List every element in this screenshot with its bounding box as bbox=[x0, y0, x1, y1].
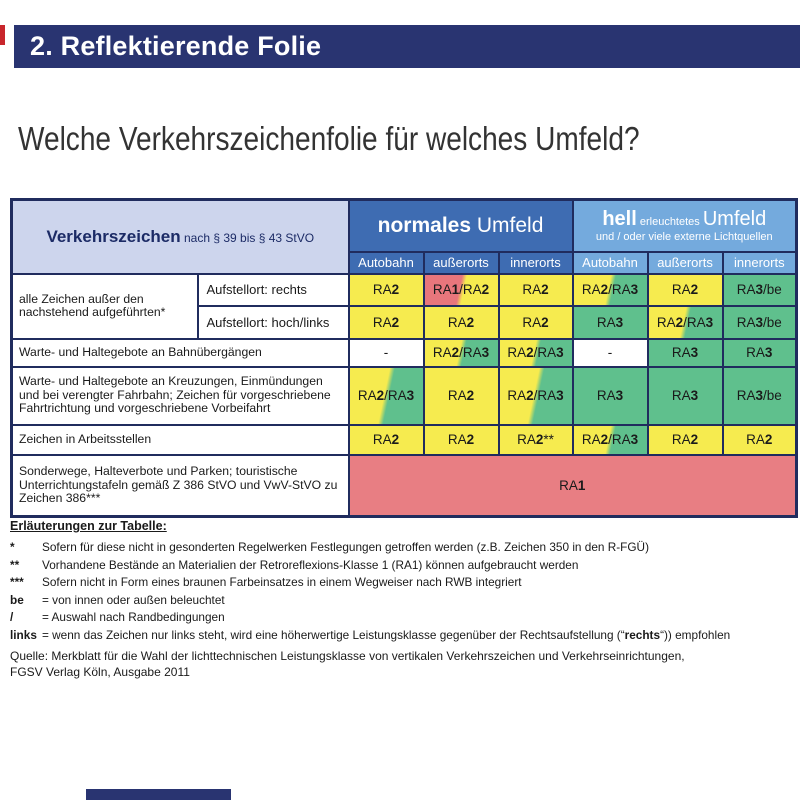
row-label-kreuzungen: Warte- und Haltegebote an Kreuzungen, Einmündungen und bei verengter Fahrbahn; Zeichen für vorgeschriebene Fahrtrichtung und vorgeschriebene Vorbeifahrt bbox=[12, 367, 349, 425]
next-section-bar-peek bbox=[86, 789, 231, 800]
note-item bbox=[10, 539, 790, 557]
value-cell: RA1/RA2 bbox=[424, 274, 499, 306]
note-marker: ** bbox=[10, 557, 20, 572]
note-text: Sofern für diese nicht in gesonderten Regelwerken Festlegungen getroffen werden (z.B. Zeichen 350 in den R-FGÜ) bbox=[42, 540, 650, 554]
table-row bbox=[12, 425, 797, 455]
note-item bbox=[10, 574, 790, 592]
group-hell-small: erleuchtetes bbox=[636, 216, 703, 229]
note-marker: * bbox=[10, 540, 15, 554]
group-header-normal bbox=[349, 200, 573, 252]
note-marker: *** bbox=[10, 575, 24, 589]
value-cell: RA2 bbox=[648, 425, 723, 455]
value-cell: RA2 bbox=[349, 425, 424, 455]
row-label-arbeitsstellen: Zeichen in Arbeitsstellen bbox=[12, 425, 349, 455]
corner-title: Verkehrszeichen bbox=[46, 226, 181, 246]
note-item bbox=[10, 557, 790, 575]
note-text: Sofern nicht in Form eines braunen Farbeinsatzes in einem Wegweiser nach RWB integriert bbox=[42, 575, 522, 589]
value-cell: RA2 bbox=[648, 274, 723, 306]
group-header-hell bbox=[573, 200, 797, 252]
group-hell-line2: und / oder viele externe Lichtquellen bbox=[595, 231, 773, 244]
table-notes bbox=[10, 519, 790, 644]
note-marker: be bbox=[10, 592, 24, 607]
value-cell: RA2 bbox=[424, 367, 499, 425]
group-hell-bold: hell bbox=[602, 208, 637, 231]
row-label-alle-zeichen: alle Zeichen außer den nachstehend aufgeführten* bbox=[12, 274, 198, 339]
col-header-autobahn-hell: Autobahn bbox=[573, 252, 648, 274]
col-header-innerorts-hell: innerorts bbox=[723, 252, 797, 274]
value-cell: RA2 bbox=[424, 425, 499, 455]
value-cell: RA2/RA3 bbox=[349, 367, 424, 425]
note-text: = von innen oder außen beleuchtet bbox=[42, 592, 225, 607]
table-row bbox=[12, 274, 797, 306]
value-cell: RA2 bbox=[499, 306, 573, 339]
torn-edge-mark bbox=[0, 25, 5, 45]
row-label-sonderwege: Sonderwege, Halteverbote und Parken; touristische Unterrichtungstafeln gemäß Z 386 StVO und VwV-StVO zu Zeichen 386*** bbox=[12, 455, 349, 517]
value-cell: RA2/RA3 bbox=[573, 425, 648, 455]
value-cell: RA3 bbox=[573, 367, 648, 425]
note-text: Vorhandene Bestände an Materialien der Retroreflexions-Klasse 1 (RA1) können aufgebraucht werden bbox=[42, 557, 579, 572]
col-header-ausserorts-hell: außerorts bbox=[648, 252, 723, 274]
foil-table-wrapper bbox=[10, 198, 798, 518]
value-cell: RA2/RA3 bbox=[648, 306, 723, 339]
corner-subtitle: nach § 39 bis § 43 StVO bbox=[180, 230, 315, 245]
source-line-1: Quelle: Merkblatt für die Wahl der lichttechnischen Leistungsklasse von vertikalen Verkehrszeichen und Verkehrseinrichtungen, bbox=[10, 649, 685, 663]
note-marker: / bbox=[10, 610, 14, 624]
group-normal-rest: Umfeld bbox=[471, 213, 544, 237]
value-cell: RA2/RA3 bbox=[499, 339, 573, 367]
value-cell: RA2/RA3 bbox=[424, 339, 499, 367]
value-cell: RA3 bbox=[573, 306, 648, 339]
source-line-2: FGSV Verlag Köln, Ausgabe 2011 bbox=[10, 665, 190, 679]
note-text: = wenn das Zeichen nur links steht, wird eine höherwertige Leistungsklasse gegenüber der Rechtsaufstellung (“rechts“)) empfohlen bbox=[42, 627, 731, 642]
note-marker: links bbox=[10, 627, 37, 642]
value-cell: RA2/RA3 bbox=[573, 274, 648, 306]
note-text: = Auswahl nach Randbedingungen bbox=[42, 610, 225, 624]
section-title-bar bbox=[14, 25, 800, 68]
row-label-bahnuebergaenge: Warte- und Haltegebote an Bahnübergängen bbox=[12, 339, 349, 367]
note-item bbox=[10, 592, 790, 610]
value-cell: RA2/RA3 bbox=[499, 367, 573, 425]
table-row bbox=[12, 455, 797, 517]
value-cell: RA3 bbox=[723, 339, 797, 367]
value-cell: RA3/be bbox=[723, 306, 797, 339]
col-header-ausserorts-normal: außerorts bbox=[424, 252, 499, 274]
table-row bbox=[12, 339, 797, 367]
table-row bbox=[12, 367, 797, 425]
group-hell-rest: Umfeld bbox=[702, 208, 767, 231]
source-reference bbox=[10, 648, 790, 680]
value-cell: RA2 bbox=[424, 306, 499, 339]
value-cell: RA2 bbox=[723, 425, 797, 455]
header-row-groups bbox=[12, 200, 797, 252]
section-title: 2. Reflektierende Folie bbox=[30, 31, 322, 61]
value-cell: - bbox=[573, 339, 648, 367]
sub-label-rechts: Aufstellort: rechts bbox=[198, 274, 349, 306]
group-normal-bold: normales bbox=[377, 213, 472, 237]
value-cell: RA3 bbox=[648, 367, 723, 425]
sub-label-hoch-links: Aufstellort: hoch/links bbox=[198, 306, 349, 339]
col-header-autobahn-normal: Autobahn bbox=[349, 252, 424, 274]
corner-header-cell bbox=[12, 200, 349, 274]
value-cell: RA2** bbox=[499, 425, 573, 455]
note-item bbox=[10, 627, 790, 645]
value-cell-ra1-span: RA1 bbox=[349, 455, 797, 517]
foil-selection-table bbox=[10, 198, 798, 518]
page-title: Welche Verkehrszeichenfolie für welches Umfeld? bbox=[18, 120, 640, 157]
value-cell: RA2 bbox=[349, 306, 424, 339]
value-cell: RA2 bbox=[499, 274, 573, 306]
notes-heading: Erläuterungen zur Tabelle: bbox=[10, 519, 167, 533]
value-cell: - bbox=[349, 339, 424, 367]
col-header-innerorts-normal: innerorts bbox=[499, 252, 573, 274]
note-item bbox=[10, 609, 790, 627]
value-cell: RA3/be bbox=[723, 274, 797, 306]
value-cell: RA2 bbox=[349, 274, 424, 306]
value-cell: RA3 bbox=[648, 339, 723, 367]
value-cell: RA3/be bbox=[723, 367, 797, 425]
